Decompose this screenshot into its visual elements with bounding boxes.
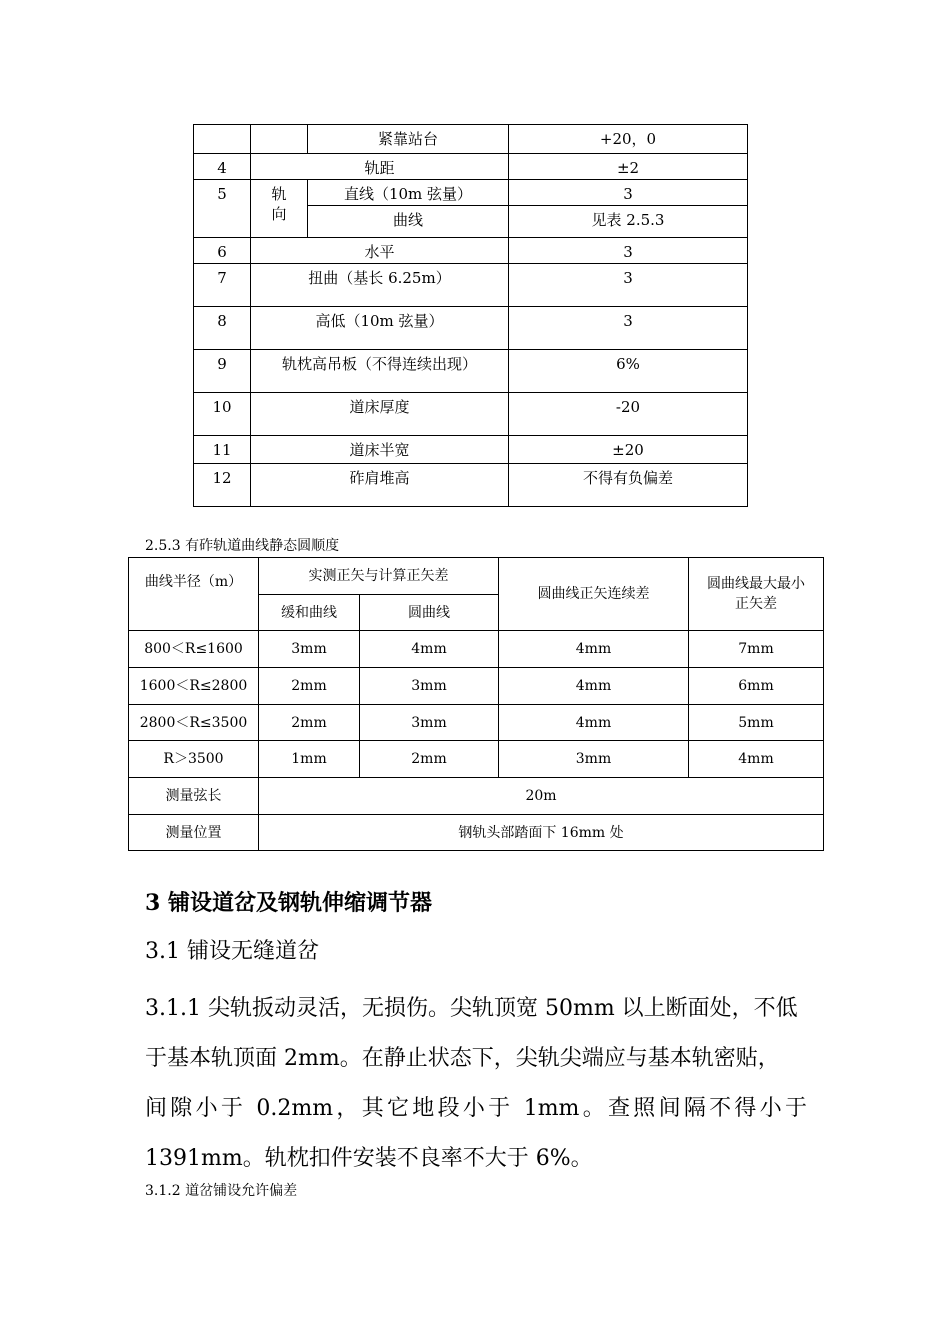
value-cell: 1mm bbox=[259, 741, 360, 778]
tolerance-table bbox=[193, 124, 748, 507]
row-number: 10 bbox=[194, 393, 251, 436]
value-cell: 4mm bbox=[499, 631, 689, 668]
value-cell: 4mm bbox=[689, 741, 824, 778]
radius-cell: 1600＜R≤2800 bbox=[129, 668, 259, 705]
paragraph-line: 于基本轨顶面 2mm。在静止状态下，尖轨尖端应与基本轨密贴， bbox=[145, 1046, 780, 1071]
table-row bbox=[194, 350, 748, 393]
row-number: 5 bbox=[194, 180, 251, 238]
table-header-row bbox=[129, 558, 824, 595]
item-name: 砟肩堆高 bbox=[251, 464, 509, 507]
position-value: 钢轨头部踏面下 16mm 处 bbox=[259, 815, 824, 851]
item-name: 高低（10m 弦量） bbox=[251, 307, 509, 350]
row-number: 9 bbox=[194, 350, 251, 393]
item-name: 扭曲（基长 6.25m） bbox=[251, 264, 509, 307]
paragraph-line: 3.1.1 尖轨扳动灵活，无损伤。尖轨顶宽 50mm 以上断面处，不低 bbox=[145, 996, 798, 1021]
header-diff: 实测正矢与计算正矢差 bbox=[259, 558, 499, 595]
row-number: 7 bbox=[194, 264, 251, 307]
table-row bbox=[194, 307, 748, 350]
value-cell: 4mm bbox=[499, 705, 689, 741]
value-cell: 4mm bbox=[499, 668, 689, 705]
chord-value: 20m bbox=[259, 778, 824, 815]
group-label: 轨 向 bbox=[251, 180, 308, 238]
value-cell: 6mm bbox=[689, 668, 824, 705]
position-label: 测量位置 bbox=[129, 815, 259, 851]
header-continuous: 圆曲线正矢连续差 bbox=[499, 558, 689, 631]
item-value: ±2 bbox=[509, 154, 748, 180]
row-number: 6 bbox=[194, 238, 251, 264]
item-value: 不得有负偏差 bbox=[509, 464, 748, 507]
table-row bbox=[194, 180, 748, 206]
table-caption: 2.5.3 有砟轨道曲线静态圆顺度 bbox=[145, 538, 340, 554]
row-number: 4 bbox=[194, 154, 251, 180]
item-name: 轨枕高吊板（不得连续出现） bbox=[251, 350, 509, 393]
value-cell: 2mm bbox=[259, 705, 360, 741]
table-cell bbox=[251, 125, 308, 154]
table-row bbox=[129, 705, 824, 741]
table-row bbox=[129, 741, 824, 778]
value-cell: 2mm bbox=[259, 668, 360, 705]
radius-cell: R＞3500 bbox=[129, 741, 259, 778]
table-cell: 紧靠站台 bbox=[308, 125, 509, 154]
row-number: 12 bbox=[194, 464, 251, 507]
item-value: 3 bbox=[509, 264, 748, 307]
item-value: ±20 bbox=[509, 436, 748, 464]
chord-label: 测量弦长 bbox=[129, 778, 259, 815]
value-cell: 4mm bbox=[360, 631, 499, 668]
item-name: 道床半宽 bbox=[251, 436, 509, 464]
item-value: 6% bbox=[509, 350, 748, 393]
header-radius: 曲线半径（m） bbox=[129, 558, 259, 631]
table-row bbox=[129, 668, 824, 705]
item-name: 水平 bbox=[251, 238, 509, 264]
table-row bbox=[194, 238, 748, 264]
curve-smoothness-table bbox=[128, 557, 824, 851]
table-row bbox=[129, 778, 824, 815]
header-maxmin: 圆曲线最大最小正矢差 bbox=[689, 558, 824, 631]
item-name: 道床厚度 bbox=[251, 393, 509, 436]
value-cell: 3mm bbox=[360, 705, 499, 741]
table-row bbox=[194, 464, 748, 507]
paragraph-line: 间隙小于 0.2mm，其它地段小于 1mm。查照间隔不得小于 bbox=[145, 1096, 807, 1121]
radius-cell: 800＜R≤1600 bbox=[129, 631, 259, 668]
subsection-heading: 3.1 铺设无缝道岔 bbox=[145, 939, 319, 964]
item-value: 3 bbox=[509, 238, 748, 264]
item-value: -20 bbox=[509, 393, 748, 436]
row-number: 8 bbox=[194, 307, 251, 350]
table-caption: 3.1.2 道岔铺设允许偏差 bbox=[145, 1183, 298, 1199]
table-cell bbox=[194, 125, 251, 154]
table-row bbox=[129, 815, 824, 851]
table-row bbox=[194, 436, 748, 464]
header-transition: 缓和曲线 bbox=[259, 595, 360, 631]
sub-item-name: 直线（10m 弦量） bbox=[308, 180, 509, 206]
header-circular: 圆曲线 bbox=[360, 595, 499, 631]
value-cell: 5mm bbox=[689, 705, 824, 741]
table-row bbox=[129, 631, 824, 668]
value-cell: 3mm bbox=[259, 631, 360, 668]
paragraph-line: 1391mm。轨枕扣件安装不良率不大于 6%。 bbox=[145, 1146, 593, 1171]
body-paragraph bbox=[145, 984, 807, 1184]
value-cell: 3mm bbox=[499, 741, 689, 778]
item-value: 见表 2.5.3 bbox=[509, 206, 748, 238]
sub-item-name: 曲线 bbox=[308, 206, 509, 238]
row-number: 11 bbox=[194, 436, 251, 464]
item-name: 轨距 bbox=[251, 154, 509, 180]
value-cell: 7mm bbox=[689, 631, 824, 668]
table-cell: +20，0 bbox=[509, 125, 748, 154]
value-cell: 3mm bbox=[360, 668, 499, 705]
table-row bbox=[194, 125, 748, 154]
table-row bbox=[194, 393, 748, 436]
item-value: 3 bbox=[509, 180, 748, 206]
table-row bbox=[194, 154, 748, 180]
section-heading: 3 铺设道岔及钢轨伸缩调节器 bbox=[145, 890, 432, 916]
table-row bbox=[194, 264, 748, 307]
item-value: 3 bbox=[509, 307, 748, 350]
value-cell: 2mm bbox=[360, 741, 499, 778]
radius-cell: 2800＜R≤3500 bbox=[129, 705, 259, 741]
